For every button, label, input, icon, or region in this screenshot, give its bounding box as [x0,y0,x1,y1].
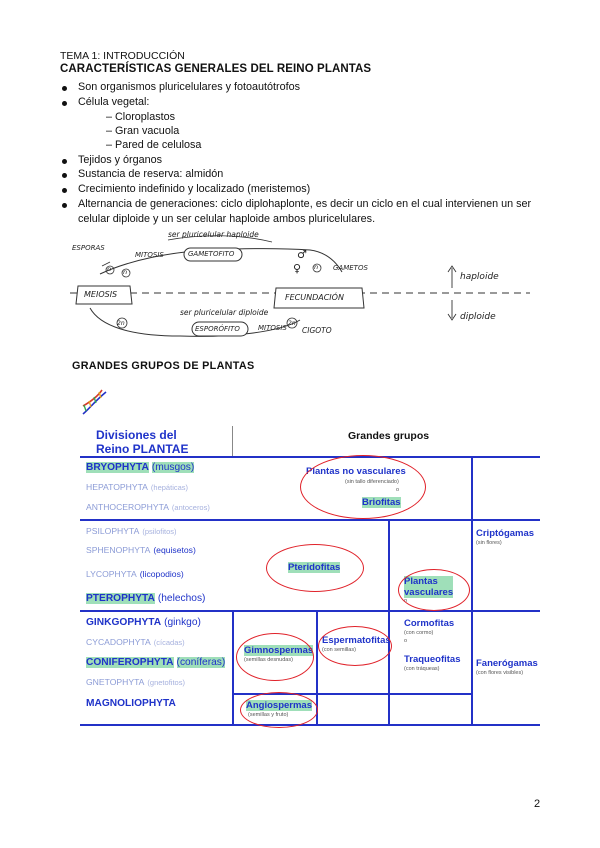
group-briofitas: Briofitas [362,497,401,508]
list-item: Sustancia de reserva: almidón [78,168,224,180]
diagram-label: CIGOTO [302,326,332,335]
sub-list-item: – Cloroplastos [106,111,176,123]
group-angiospermas: Angiospermas [246,700,312,711]
division-row [86,617,201,628]
diagram-label: ESPORÓFITO [195,325,240,333]
division-row [86,637,185,647]
bullet-dot [62,173,67,178]
diagram-label: MEIOSIS [84,290,118,299]
group-criptogamas: Criptógamas [476,528,535,539]
division-row [86,698,176,709]
division-name: LYCOPHYTA [86,569,137,579]
division-row [86,502,210,512]
division-common-name: (antoceros) [171,503,210,512]
list-item-continuation: celular diploide y un ser celular haploide ambos pluricelulares. [78,213,376,225]
conjunction-label: o [404,598,408,604]
list-item: Célula vegetal: [78,96,150,108]
group-pteridofitas: Pteridofitas [288,562,341,573]
division-row [86,462,194,473]
division-row [86,593,205,604]
sub-list-item: – Pared de celulosa [106,139,202,151]
page-number: 2 [534,798,541,810]
annotation-oval [318,626,392,666]
diagram-label: ser pluricelular haploide [168,230,259,239]
page-title: CARACTERÍSTICAS GENERALES DEL REINO PLANTAS [60,63,372,75]
division-row [86,545,196,555]
table-rule [388,519,390,724]
female-symbol: ♀ [293,262,302,275]
diagram-label: diploide [460,312,496,322]
group-sub-label: (con cormo) [404,630,434,636]
bullet-dot [62,86,67,91]
sub-list-item: – Gran vacuola [106,125,180,137]
division-row [86,569,184,579]
division-common-name: (helechos) [157,593,206,604]
group-fanerogamas: Fanerógamas [476,658,538,669]
table-rule [232,610,234,724]
group-gimnospermas: Gimnospermas [244,645,314,656]
bullet-dot [62,203,67,208]
group-espermatofitas: Espermatofitas [322,635,391,646]
division-common-name: (musgos) [151,462,195,473]
bullet-dot [62,101,67,106]
group-plantas-vasculares-line: Plantas [404,576,453,587]
group-sub-label: (sin tallo diferenciado) [345,479,399,485]
group-sub-label: (semillas desnudas) [244,657,293,663]
table-header-left [96,428,188,456]
list-item: Alternancia de generaciones: ciclo diplohaplonte, es decir un ciclo en el cual intervienen un ser [78,198,532,210]
bullet-dot [62,159,67,164]
diagram-label: ser pluricelular diploide [180,308,269,317]
topic-label: TEMA 1: INTRODUCCIÓN [60,50,185,62]
list-item: Tejidos y órganos [78,154,163,166]
male-symbol: ♂ [297,248,307,261]
table-rule [232,426,233,456]
diagram-label: ESPORAS [72,244,105,252]
conjunction-label: o [404,638,408,644]
division-name: CYCADOPHYTA [86,637,151,647]
dna-icon [80,388,110,418]
division-name: SPHENOPHYTA [86,545,151,555]
group-sub-label: (sin flores) [476,540,502,546]
division-name: BRYOPHYTA [86,462,149,473]
diagram-label: GAMETOS [333,264,368,272]
division-row [86,657,225,668]
table-header-left-line: Reino PLANTAE [96,442,189,456]
ploidy-label: n [123,268,128,276]
division-name: PTEROPHYTA [86,593,155,604]
division-name: GNETOPHYTA [86,677,145,687]
division-common-name: (equisetos) [153,545,196,555]
group-traqueofitas: Traqueofitas [404,654,461,665]
diagram-label: MITOSIS [258,324,287,332]
division-name: GINKGOPHYTA [86,617,162,628]
group-cormofitas: Cormofitas [404,618,455,629]
group-no-vasculares: Plantas no vasculares [306,466,406,477]
division-row [86,526,177,536]
table-header-right: Grandes grupos [348,430,430,442]
ploidy-label: 2n [288,320,296,327]
annotation-oval [398,569,470,611]
group-sub-label: (con flores visibles) [476,670,524,676]
division-common-name: (ginkgo) [164,617,201,628]
diagram-label: haploide [460,272,499,282]
division-name: HEPATOPHYTA [86,482,148,492]
division-name: MAGNOLIOPHYTA [86,698,176,709]
division-row [86,482,188,492]
annotation-oval [240,692,318,728]
division-common-name: (gnetofitos) [147,678,185,687]
ploidy-label: n [107,265,112,273]
bullet-dot [62,188,67,193]
table-rule [80,724,540,726]
section-title: GRANDES GRUPOS DE PLANTAS [72,360,255,372]
division-name: PSILOPHYTA [86,526,140,536]
division-common-name: (cícadas) [153,638,185,647]
ploidy-label: 2n [117,320,125,327]
division-common-name: (licopodios) [139,569,184,579]
diagram-label: FECUNDACIÓN [285,293,344,302]
division-common-name: (psilofitos) [142,527,177,536]
group-sub-label: (con semillas) [322,647,356,653]
annotation-oval [266,544,364,592]
table-header-left-line: Divisiones del [96,428,177,442]
group-sub-label: (con tráqueas) [404,666,440,672]
group-plantas-vasculares-line: vasculares [404,587,454,598]
annotation-oval [236,633,314,681]
division-name: CONIFEROPHYTA [86,657,174,668]
diagram-label: MITOSIS [135,251,164,259]
diagram-label: GAMETOFITO [188,250,235,258]
division-name: ANTHOCEROPHYTA [86,502,169,512]
group-sub-label: (semillas y fruto) [248,712,289,718]
division-row [86,677,185,687]
list-item: Son organismos pluricelulares y fotoautótrofos [78,81,301,93]
conjunction-label: o [396,487,400,493]
ploidy-label: n [314,263,319,271]
table-rule [471,456,473,724]
annotation-oval [300,455,426,519]
list-item: Crecimiento indefinido y localizado (meristemos) [78,183,311,195]
division-common-name: (coníferas) [176,657,226,668]
division-common-name: (hepáticas) [150,483,189,492]
